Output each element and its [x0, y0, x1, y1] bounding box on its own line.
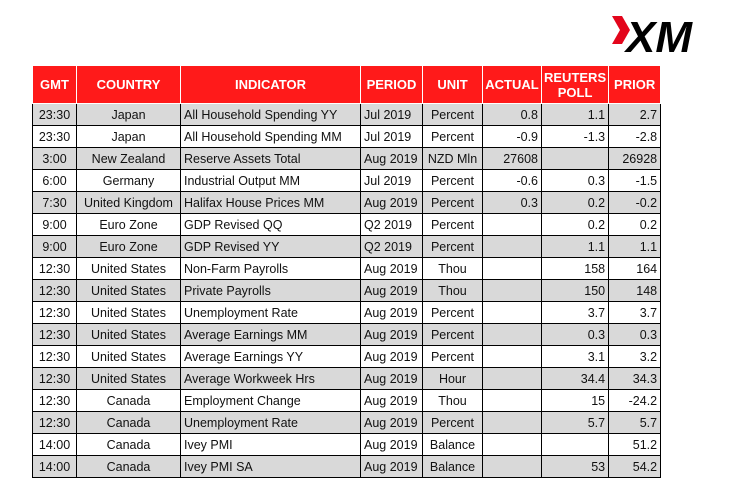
table-row — [33, 214, 661, 236]
cell-actual — [483, 346, 542, 368]
cell-gmt: 12:30 — [33, 368, 77, 390]
cell-period: Jul 2019 — [361, 170, 423, 192]
cell-reuters-poll: 5.7 — [542, 412, 609, 434]
cell-country: United States — [77, 346, 181, 368]
cell-indicator: Average Workweek Hrs — [181, 368, 361, 390]
cell-country: United States — [77, 258, 181, 280]
cell-reuters-poll: 0.3 — [542, 324, 609, 346]
cell-period: Aug 2019 — [361, 456, 423, 478]
cell-reuters-poll: 1.1 — [542, 236, 609, 258]
cell-actual — [483, 258, 542, 280]
cell-actual: -0.9 — [483, 126, 542, 148]
cell-unit: Percent — [423, 324, 483, 346]
cell-gmt: 23:30 — [33, 126, 77, 148]
cell-reuters-poll: 0.2 — [542, 214, 609, 236]
cell-indicator: All Household Spending MM — [181, 126, 361, 148]
cell-prior: 51.2 — [609, 434, 661, 456]
cell-indicator: Halifax House Prices MM — [181, 192, 361, 214]
table-row — [33, 280, 661, 302]
header-reuters-poll — [542, 66, 609, 104]
cell-gmt: 12:30 — [33, 280, 77, 302]
cell-indicator: Reserve Assets Total — [181, 148, 361, 170]
cell-gmt: 6:00 — [33, 170, 77, 192]
cell-period: Jul 2019 — [361, 126, 423, 148]
cell-country: Euro Zone — [77, 214, 181, 236]
cell-actual: -0.6 — [483, 170, 542, 192]
cell-actual — [483, 434, 542, 456]
cell-unit: Thou — [423, 258, 483, 280]
cell-unit: Balance — [423, 456, 483, 478]
cell-unit: Percent — [423, 214, 483, 236]
cell-prior: 5.7 — [609, 412, 661, 434]
table-row — [33, 412, 661, 434]
cell-country: Euro Zone — [77, 236, 181, 258]
cell-actual: 0.8 — [483, 104, 542, 126]
cell-gmt: 12:30 — [33, 258, 77, 280]
cell-prior: 0.3 — [609, 324, 661, 346]
cell-reuters-poll: 0.3 — [542, 170, 609, 192]
cell-gmt: 14:00 — [33, 456, 77, 478]
header-country: COUNTRY — [77, 66, 181, 104]
cell-country: United States — [77, 302, 181, 324]
cell-prior: 3.7 — [609, 302, 661, 324]
cell-actual — [483, 214, 542, 236]
cell-country: Canada — [77, 434, 181, 456]
header-prior: PRIOR — [609, 66, 661, 104]
cell-indicator: GDP Revised QQ — [181, 214, 361, 236]
table-row — [33, 126, 661, 148]
cell-gmt: 12:30 — [33, 302, 77, 324]
cell-indicator: Average Earnings MM — [181, 324, 361, 346]
cell-actual: 27608 — [483, 148, 542, 170]
cell-country: Germany — [77, 170, 181, 192]
cell-prior: 34.3 — [609, 368, 661, 390]
cell-period: Aug 2019 — [361, 280, 423, 302]
cell-unit: Percent — [423, 302, 483, 324]
cell-reuters-poll: 1.1 — [542, 104, 609, 126]
cell-period: Aug 2019 — [361, 148, 423, 170]
cell-gmt: 14:00 — [33, 434, 77, 456]
cell-unit: Thou — [423, 390, 483, 412]
table-row — [33, 104, 661, 126]
xm-logo — [610, 12, 724, 56]
cell-indicator: Ivey PMI — [181, 434, 361, 456]
cell-period: Aug 2019 — [361, 258, 423, 280]
cell-gmt: 12:30 — [33, 390, 77, 412]
cell-period: Jul 2019 — [361, 104, 423, 126]
header-period: PERIOD — [361, 66, 423, 104]
cell-actual — [483, 324, 542, 346]
header-reuters-line2: POLL — [557, 84, 593, 100]
cell-gmt: 9:00 — [33, 214, 77, 236]
cell-indicator: Industrial Output MM — [181, 170, 361, 192]
table-row — [33, 148, 661, 170]
table-row — [33, 302, 661, 324]
cell-unit: Thou — [423, 280, 483, 302]
cell-prior: 148 — [609, 280, 661, 302]
cell-prior: -1.5 — [609, 170, 661, 192]
cell-indicator: All Household Spending YY — [181, 104, 361, 126]
table-row — [33, 192, 661, 214]
cell-actual — [483, 456, 542, 478]
cell-prior: -0.2 — [609, 192, 661, 214]
cell-indicator: Employment Change — [181, 390, 361, 412]
cell-actual — [483, 390, 542, 412]
header-reuters-line1: REUTERS — [544, 69, 607, 85]
cell-country: United States — [77, 280, 181, 302]
cell-unit: Percent — [423, 346, 483, 368]
cell-period: Aug 2019 — [361, 368, 423, 390]
table-row — [33, 390, 661, 412]
cell-reuters-poll: 158 — [542, 258, 609, 280]
cell-prior: -24.2 — [609, 390, 661, 412]
cell-country: Canada — [77, 390, 181, 412]
logo-text: XM — [626, 13, 692, 56]
cell-unit: Percent — [423, 170, 483, 192]
cell-unit: Percent — [423, 126, 483, 148]
cell-indicator: Private Payrolls — [181, 280, 361, 302]
cell-period: Aug 2019 — [361, 346, 423, 368]
cell-actual: 0.3 — [483, 192, 542, 214]
cell-reuters-poll: -1.3 — [542, 126, 609, 148]
cell-unit: Percent — [423, 412, 483, 434]
table-row — [33, 236, 661, 258]
cell-unit: Balance — [423, 434, 483, 456]
cell-indicator: Unemployment Rate — [181, 302, 361, 324]
cell-unit: NZD Mln — [423, 148, 483, 170]
header-gmt: GMT — [33, 66, 77, 104]
cell-period: Aug 2019 — [361, 192, 423, 214]
cell-prior: 164 — [609, 258, 661, 280]
cell-gmt: 9:00 — [33, 236, 77, 258]
cell-actual — [483, 236, 542, 258]
cell-reuters-poll: 3.7 — [542, 302, 609, 324]
cell-country: Canada — [77, 412, 181, 434]
cell-indicator: GDP Revised YY — [181, 236, 361, 258]
cell-country: Japan — [77, 104, 181, 126]
cell-period: Aug 2019 — [361, 302, 423, 324]
cell-country: United Kingdom — [77, 192, 181, 214]
cell-gmt: 23:30 — [33, 104, 77, 126]
header-actual: ACTUAL — [483, 66, 542, 104]
cell-country: Japan — [77, 126, 181, 148]
cell-period: Q2 2019 — [361, 214, 423, 236]
cell-prior: 0.2 — [609, 214, 661, 236]
cell-period: Aug 2019 — [361, 390, 423, 412]
cell-reuters-poll — [542, 434, 609, 456]
cell-indicator: Average Earnings YY — [181, 346, 361, 368]
table-row — [33, 346, 661, 368]
cell-prior: 3.2 — [609, 346, 661, 368]
cell-prior: 2.7 — [609, 104, 661, 126]
cell-period: Q2 2019 — [361, 236, 423, 258]
cell-prior: 26928 — [609, 148, 661, 170]
cell-gmt: 7:30 — [33, 192, 77, 214]
cell-reuters-poll: 0.2 — [542, 192, 609, 214]
table-row — [33, 434, 661, 456]
cell-indicator: Ivey PMI SA — [181, 456, 361, 478]
cell-unit: Percent — [423, 104, 483, 126]
cell-prior: -2.8 — [609, 126, 661, 148]
cell-reuters-poll: 34.4 — [542, 368, 609, 390]
cell-gmt: 12:30 — [33, 324, 77, 346]
table-header-row — [33, 66, 661, 104]
cell-reuters-poll: 15 — [542, 390, 609, 412]
cell-country: United States — [77, 324, 181, 346]
cell-gmt: 12:30 — [33, 346, 77, 368]
cell-reuters-poll: 53 — [542, 456, 609, 478]
cell-unit: Percent — [423, 192, 483, 214]
table-row — [33, 258, 661, 280]
cell-prior: 54.2 — [609, 456, 661, 478]
cell-country: New Zealand — [77, 148, 181, 170]
table-row — [33, 368, 661, 390]
table-row — [33, 170, 661, 192]
cell-gmt: 12:30 — [33, 412, 77, 434]
cell-indicator: Unemployment Rate — [181, 412, 361, 434]
cell-gmt: 3:00 — [33, 148, 77, 170]
cell-unit: Percent — [423, 236, 483, 258]
header-unit: UNIT — [423, 66, 483, 104]
header-indicator: INDICATOR — [181, 66, 361, 104]
cell-reuters-poll: 3.1 — [542, 346, 609, 368]
table-row — [33, 456, 661, 478]
cell-period: Aug 2019 — [361, 434, 423, 456]
cell-prior: 1.1 — [609, 236, 661, 258]
cell-actual — [483, 412, 542, 434]
cell-period: Aug 2019 — [361, 412, 423, 434]
cell-unit: Hour — [423, 368, 483, 390]
cell-period: Aug 2019 — [361, 324, 423, 346]
economic-calendar-table — [32, 65, 661, 478]
cell-country: United States — [77, 368, 181, 390]
cell-actual — [483, 368, 542, 390]
cell-reuters-poll — [542, 148, 609, 170]
cell-actual — [483, 280, 542, 302]
cell-indicator: Non-Farm Payrolls — [181, 258, 361, 280]
table-row — [33, 324, 661, 346]
cell-actual — [483, 302, 542, 324]
cell-reuters-poll: 150 — [542, 280, 609, 302]
cell-country: Canada — [77, 456, 181, 478]
